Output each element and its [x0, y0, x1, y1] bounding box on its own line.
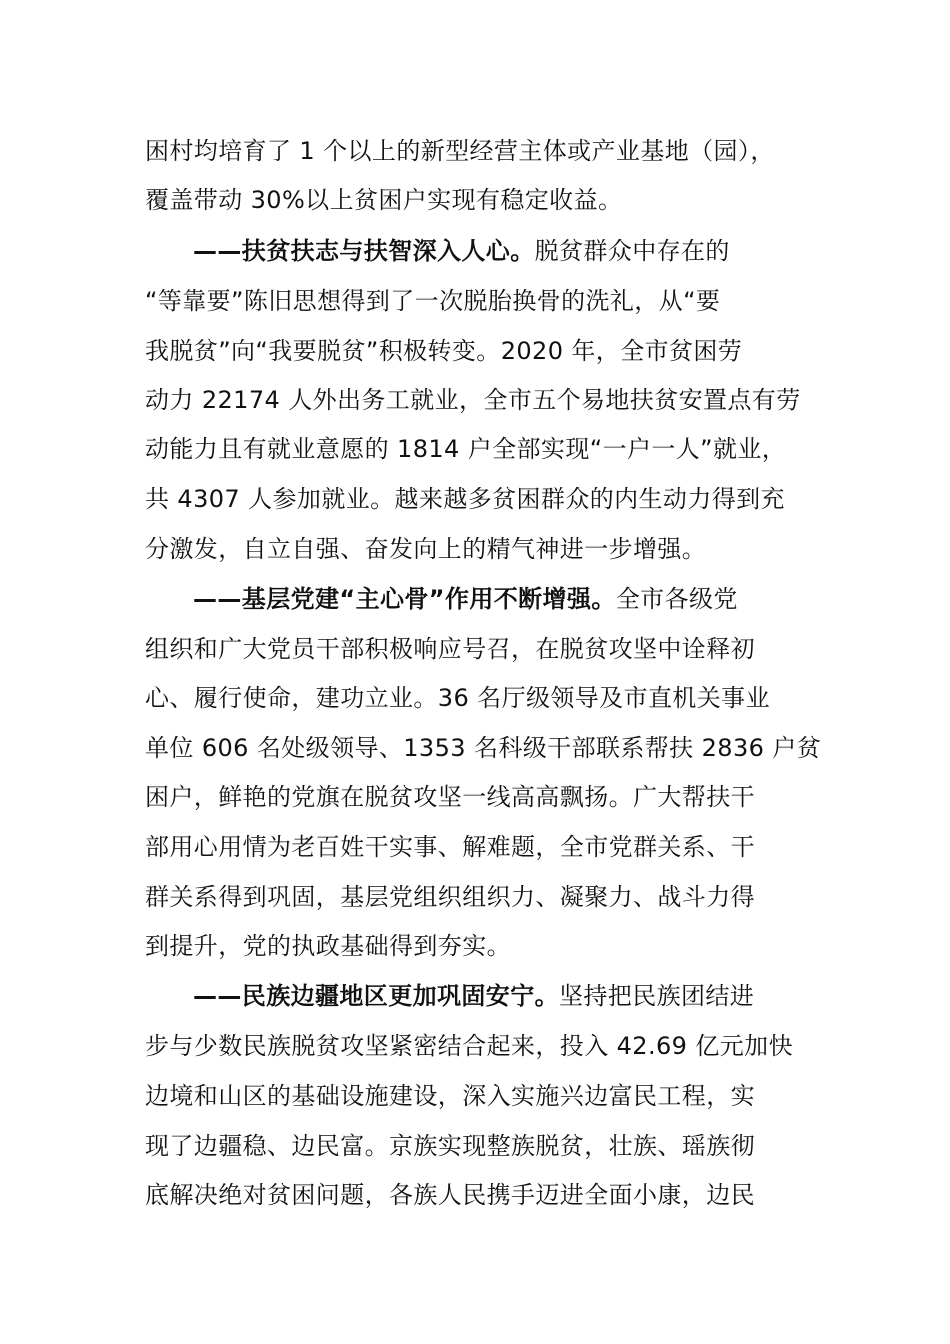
text-line: 共 4307 人参加就业。越来越多贫困群众的内生动力得到充 [145, 485, 785, 513]
text-line: 组织和广大党员干部积极响应号召，在脱贫攻坚中诠释初 [145, 635, 755, 663]
text-line: 步与少数民族脱贫攻坚紧密结合起来，投入 42.69 亿元加快 [145, 1032, 793, 1060]
paragraph-first-line [193, 583, 738, 615]
paragraph-heading: ——扶贫扶志与扶智深入人心。 [193, 237, 535, 265]
paragraph-first-line [193, 235, 730, 267]
text-line: 覆盖带动 30%以上贫困户实现有稳定收益。 [145, 186, 623, 214]
text-line: 分激发，自立自强、奋发向上的精气神进一步增强。 [145, 535, 707, 563]
text-line: 困户，鲜艳的党旗在脱贫攻坚一线高高飘扬。广大帮扶干 [145, 783, 755, 811]
paragraph-heading: ——基层党建“主心骨”作用不断增强。 [193, 585, 616, 613]
text-line: 部用心用情为老百姓干实事、解难题，全市党群关系、干 [145, 833, 755, 861]
text-line: 动能力且有就业意愿的 1814 户全部实现“一户一人”就业， [145, 435, 787, 463]
text-line: “等靠要”陈旧思想得到了一次脱胎换骨的洗礼，从“要 [145, 287, 721, 315]
text-line: 现了边疆稳、边民富。京族实现整族脱贫，壮族、瑶族彻 [145, 1132, 755, 1160]
paragraph-heading: ——民族边疆地区更加巩固安宁。 [193, 982, 559, 1010]
paragraph-text: 坚持把民族团结进 [559, 982, 755, 1010]
text-line: 到提升，党的执政基础得到夯实。 [145, 932, 511, 960]
text-line: 动力 22174 人外出务工就业，全市五个易地扶贫安置点有劳 [145, 386, 801, 414]
text-line: 单位 606 名处级领导、1353 名科级干部联系帮扶 2836 户贫 [145, 734, 822, 762]
text-line: 困村均培育了 1 个以上的新型经营主体或产业基地（园）， [145, 137, 775, 165]
text-line: 心、履行使命，建功立业。36 名厅级领导及市直机关事业 [145, 684, 770, 712]
paragraph-first-line [193, 980, 754, 1012]
text-line: 我脱贫”向“我要脱贫”积极转变。2020 年，全市贫困劳 [145, 337, 743, 365]
paragraph-text: 全市各级党 [615, 585, 738, 613]
text-line: 边境和山区的基础设施建设，深入实施兴边富民工程，实 [145, 1082, 755, 1110]
text-line: 群关系得到巩固，基层党组织组织力、凝聚力、战斗力得 [145, 883, 755, 911]
text-line: 底解决绝对贫困问题，各族人民携手迈进全面小康，边民 [145, 1181, 755, 1209]
paragraph-text: 脱贫群众中存在的 [534, 237, 730, 265]
